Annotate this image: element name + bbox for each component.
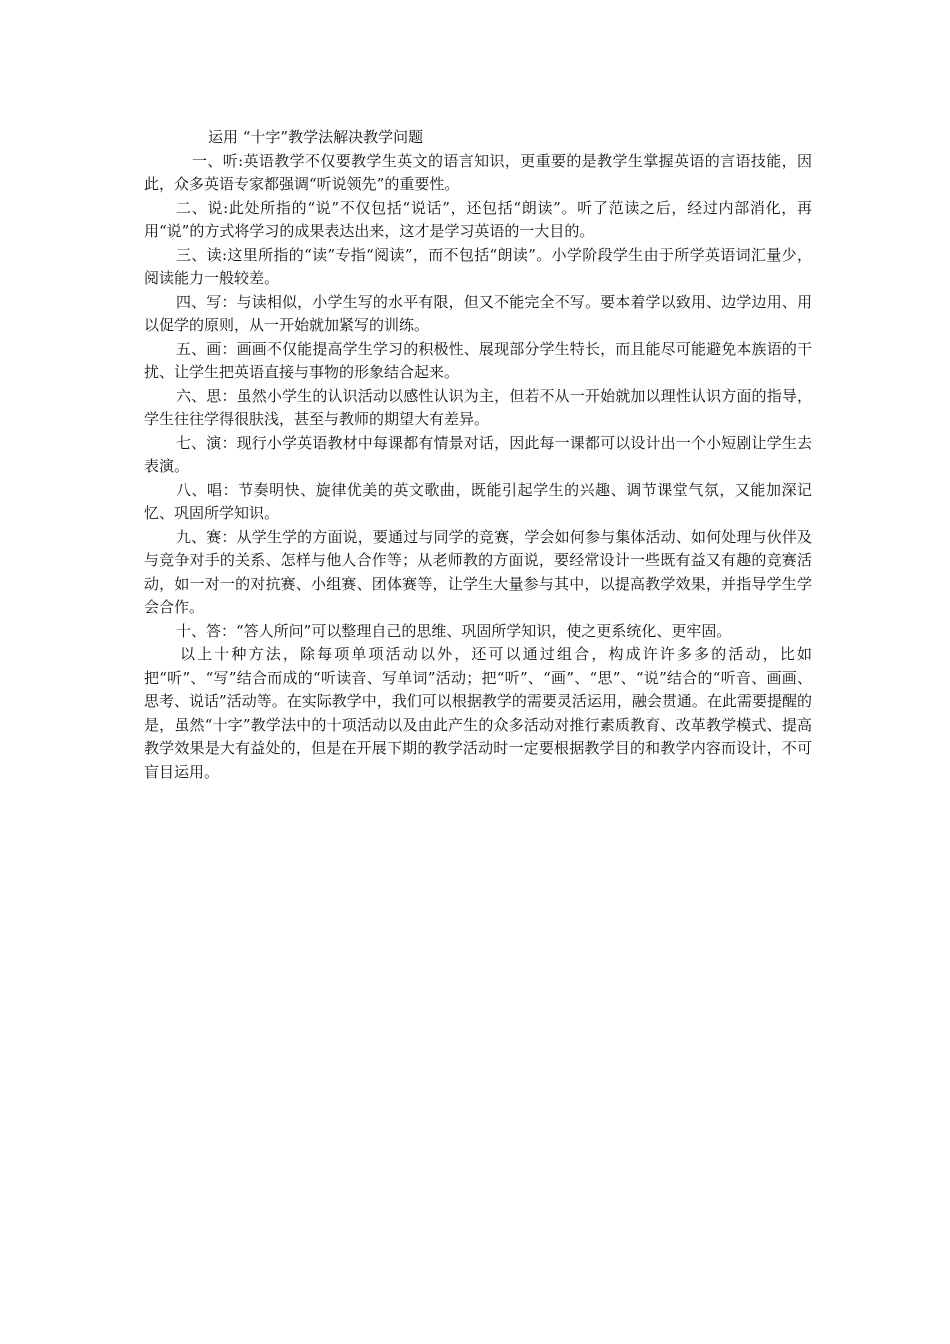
paragraph-answer: 十、答：“答人所问”可以整理自己的思维、巩固所学知识，使之更系统化、更牢固。 <box>176 621 732 640</box>
paragraph-speak: 二、说:此处所指的“说”不仅包括“说话”，还包括“朗读”。听了范读之后，经过内部消化，再用“说”的方式将学习的成果表达出来，这才是学习英语的一大目的。 <box>144 198 812 240</box>
paragraph-think: 六、思：虽然小学生的认识活动以感性认识为主，但若不从一开始就加以理性认识方面的指导，学生往往学得很肤浅，甚至与教师的期望大有差异。 <box>144 386 812 428</box>
paragraph-summary: 以上十种方法，除每项单项活动以外，还可以通过组合，构成许许多多的活动，比如把“听”、“写”结合而成的“听读音、写单词”活动；把“听”、“画”、“思”、“说”结合的“听音、画画、思考、说话”活动等。在实际教学中，我们可以根据教学的需要灵活运用，融会贯通。在此需要提醒的是，虽然“十字”教学法中的十项活动以及由此产生的众多活动对推行素质教育、改革教学模式、提高教学效果是大有益处的，但是在开展下期的教学活动时一定要根据教学目的和教学内容而设计，不可盲目运用。 <box>144 645 812 781</box>
paragraph-draw: 五、画：画画不仅能提高学生学习的积极性、展现部分学生特长，而且能尽可能避免本族语的干扰、让学生把英语直接与事物的形象结合起来。 <box>144 339 812 381</box>
document-title: 运用 “十字”教学法解决教学问题 <box>208 128 424 146</box>
paragraph-compete: 九、赛：从学生学的方面说，要通过与同学的竞赛，学会如何参与集体活动、如何处理与伙伴及与竞争对手的关系、怎样与他人合作等；从老师教的方面说，要经常设计一些既有益又有趣的竞赛活动，如一对一的对抗赛、小组赛、团体赛等，让学生大量参与其中，以提高教学效果，并指导学生学会合作。 <box>144 527 812 616</box>
document-body <box>144 126 812 784</box>
paragraph-sing: 八、唱：节奏明快、旋律优美的英文歌曲，既能引起学生的兴趣、调节课堂气氛，又能加深记忆、巩固所学知识。 <box>144 480 812 522</box>
paragraph-act: 七、演：现行小学英语教材中每课都有情景对话，因此每一课都可以设计出一个小短剧让学生去表演。 <box>144 433 812 475</box>
paragraph-write: 四、写：与读相似，小学生写的水平有限，但又不能完全不写。要本着学以致用、边学边用、用以促学的原则，从一开始就加紧写的训练。 <box>144 292 812 334</box>
paragraph-listen: 一、听:英语教学不仅要教学生英文的语言知识，更重要的是教学生掌握英语的言语技能，因此，众多英语专家都强调“听说领先”的重要性。 <box>144 151 812 193</box>
paragraph-read: 三、读:这里所指的“读”专指“阅读”，而不包括“朗读”。小学阶段学生由于所学英语词汇量少，阅读能力一般较差。 <box>144 245 812 287</box>
